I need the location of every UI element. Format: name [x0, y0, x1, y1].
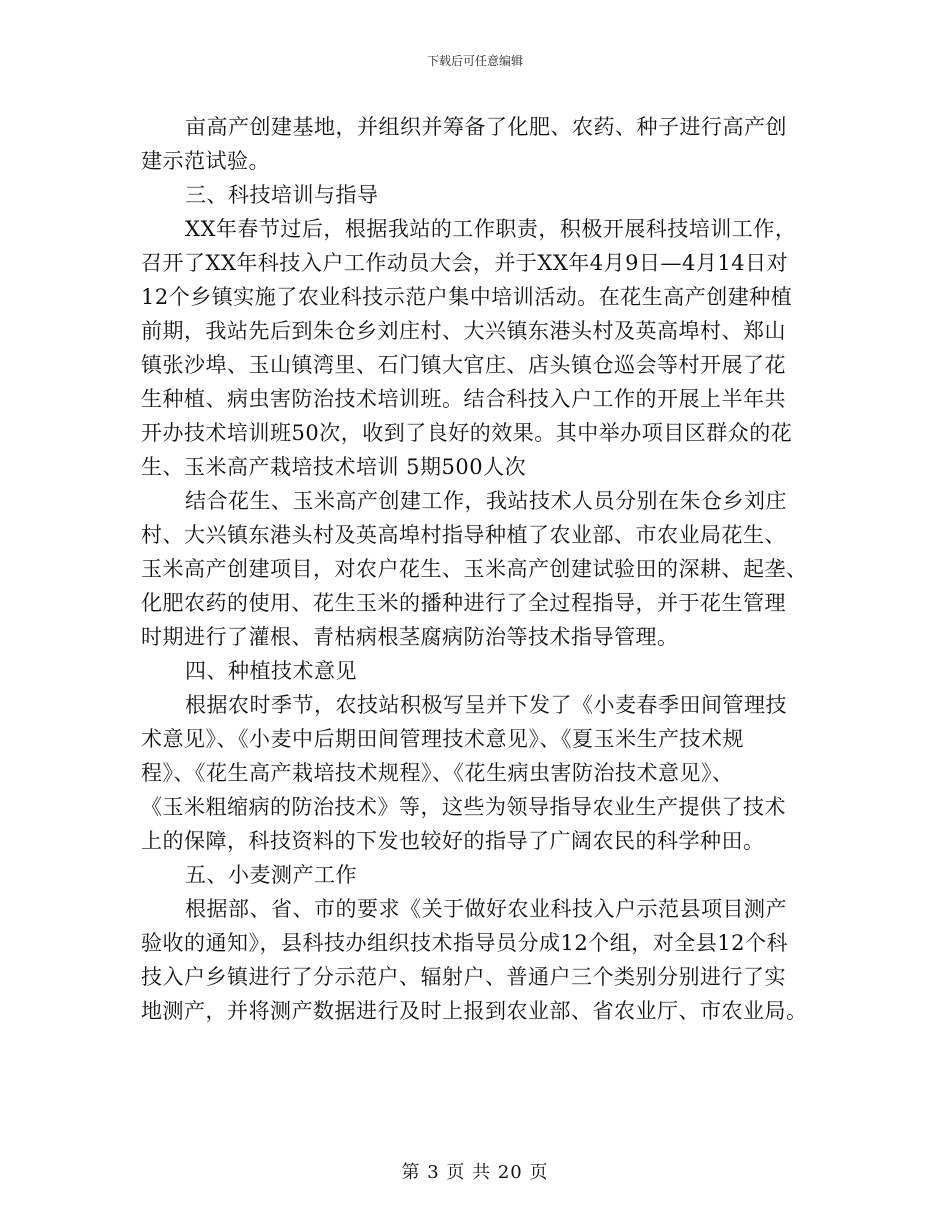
text-line: 镇张沙埠、玉山镇湾里、石门镇大官庄、店头镇仓巡会等村开展了花 [141, 353, 786, 377]
page-footer: 第 3 页 共 20 页 [401, 1162, 549, 1183]
text-line: 生、玉米高产栽培技术培训 5期500人次 [141, 455, 527, 479]
text-line: 建示范试验。 [141, 149, 270, 173]
text-line: 12个乡镇实施了农业科技示范户集中培训活动。在花生高产创建种植 [141, 285, 793, 309]
text-line: 召开了XX年科技入户工作动员大会，并于XX年4月9日—4月14日对 [141, 251, 789, 275]
text-line: 验收的通知》，县科技办组织技术指导员分成12个组，对全县12个科 [141, 931, 788, 955]
text-line: 根据农时季节，农技站积极写呈并下发了《小麦春季田间管理技 [185, 693, 787, 717]
text-line: 前期，我站先后到朱仓乡刘庄村、大兴镇东港头村及英高埠村、郑山 [141, 319, 786, 343]
text-line: 三、科技培训与指导 [185, 183, 379, 207]
text-line: 术意见》、《小麦中后期田间管理技术意见》、《夏玉米生产技术规 [141, 727, 744, 751]
text-line: 玉米高产创建项目，对农户花生、玉米高产创建试验田的深耕、起垄、 [141, 557, 808, 581]
page-header: 下载后可任意编辑 [426, 54, 523, 68]
text-line: 四、种植技术意见 [185, 659, 357, 683]
text-line: 结合花生、玉米高产创建工作，我站技术人员分别在朱仓乡刘庄 [185, 489, 787, 513]
text-line: 《玉米粗缩病的防治技术》等，这些为领导指导农业生产提供了技术 [141, 795, 786, 819]
text-line: 亩高产创建基地，并组织并筹备了化肥、农药、种子进行高产创 [185, 115, 787, 139]
text-line: 技入户乡镇进行了分示范户、辐射户、普通户三个类别分别进行了实 [141, 965, 786, 989]
text-line: 程》、《花生高产栽培技术规程》、《花生病虫害防治技术意见》、 [141, 761, 734, 785]
document-body [141, 110, 811, 1028]
text-line: XX年春节过后，根据我站的工作职责，积极开展科技培训工作， [185, 217, 797, 241]
text-line: 化肥农药的使用、花生玉米的播种进行了全过程指导，并于花生管理 [141, 591, 786, 615]
text-line: 根据部、省、市的要求《关于做好农业科技入户示范县项目测产 [185, 897, 787, 921]
text-line: 开办技术培训班50次，收到了良好的效果。其中举办项目区群众的花 [141, 421, 793, 445]
text-line: 生种植、病虫害防治技术培训班。结合科技入户工作的开展上半年共 [141, 387, 786, 411]
text-line: 地测产，并将测产数据进行及时上报到农业部、省农业厅、市农业局。 [141, 999, 808, 1023]
text-line: 村、大兴镇东港头村及英高埠村指导种植了农业部、市农业局花生、 [141, 523, 786, 547]
text-line: 上的保障，科技资料的下发也较好的指导了广阔农民的科学种田。 [141, 829, 765, 853]
text-line: 时期进行了灌根、青枯病根茎腐病防治等技术指导管理。 [141, 625, 679, 649]
text-line: 五、小麦测产工作 [185, 863, 357, 887]
